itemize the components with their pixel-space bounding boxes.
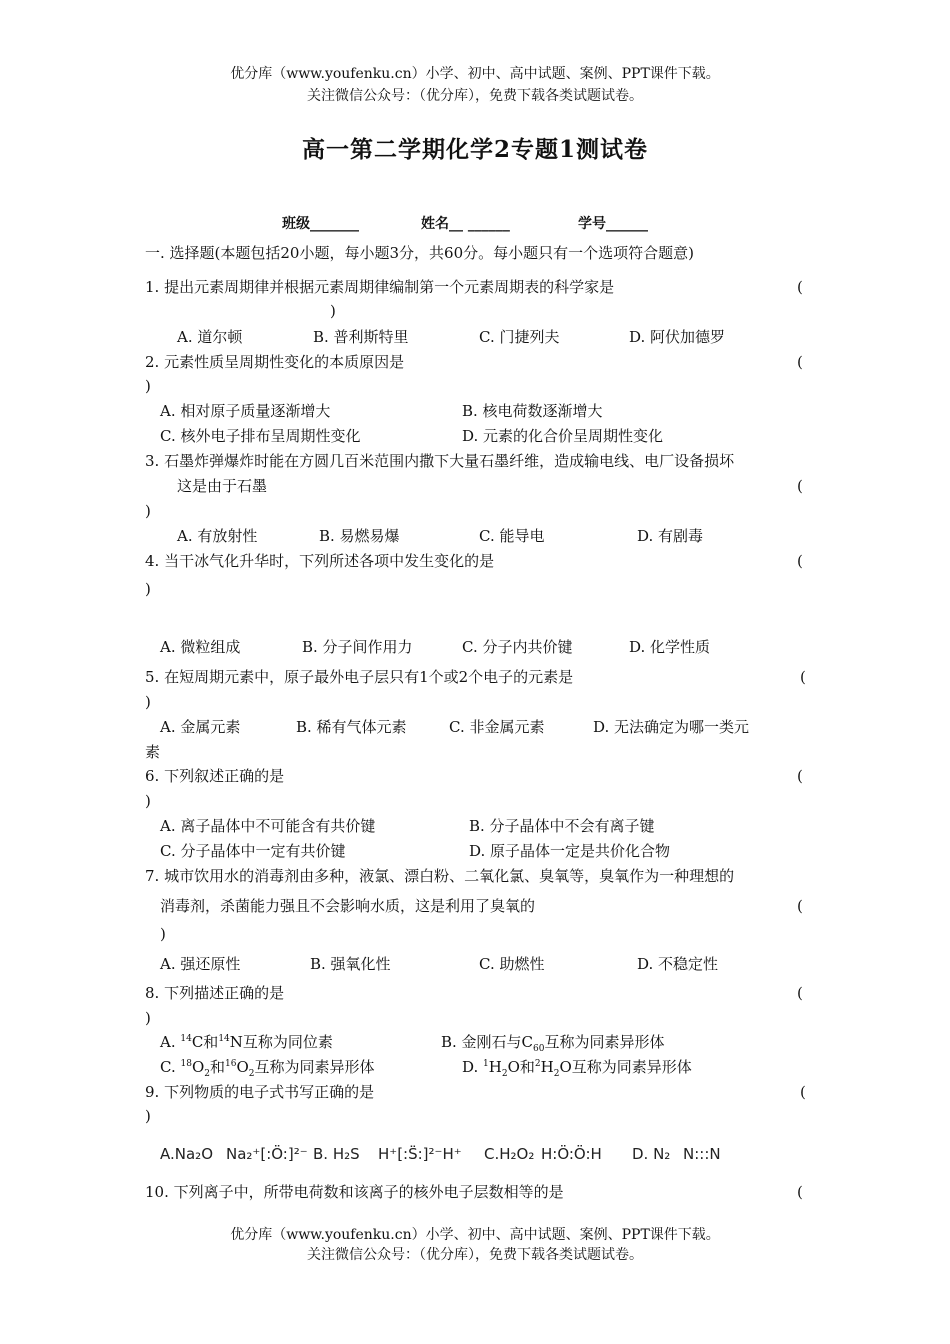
q9-formula-d-label: D. N₂ (632, 1145, 671, 1163)
question-9-stem: 9. 下列物质的电子式书写正确的是 (145, 1083, 375, 1101)
answer-paren-close: ) (330, 302, 336, 320)
question-3-stem-line-2: 这是由于石墨 (177, 477, 268, 495)
answer-paren-open: ( (797, 477, 803, 495)
q2-option-b: B. 核电荷数逐渐增大 (462, 402, 603, 420)
question-4-stem: 4. 当干冰气化升华时，下列所述各项中发生变化的是 (145, 552, 495, 570)
q8-option-b (441, 1033, 665, 1055)
element-text: C和 (191, 1033, 219, 1051)
page-title: 高一第二学期化学2专题1测试卷 (301, 136, 648, 163)
element-text: O (236, 1058, 249, 1076)
q5-option-d: D. 无法确定为哪一类元 (593, 718, 750, 736)
element-text: O (191, 1058, 205, 1076)
q7-option-b: B. 强氧化性 (310, 955, 391, 973)
q9-formula-a-structure: Na₂⁺[:Ö:]²⁻ (226, 1145, 308, 1163)
header-line-2: 关注微信公众号：（优分库），免费下载各类试题试卷。 (307, 88, 643, 104)
q1-option-c: C. 门捷列夫 (479, 328, 560, 346)
element-text: H (540, 1058, 554, 1076)
q6-option-d: D. 原子晶体一定是共价化合物 (469, 842, 671, 860)
q4-option-c: C. 分子内共价键 (462, 638, 573, 656)
mass-number: 2 (534, 1059, 541, 1069)
section-heading: 一. 选择题(本题包括20小题，每小题3分，共60分。每小题只有一个选项符合题意) (145, 244, 694, 262)
footer-line-2: 关注微信公众号：（优分库），免费下载各类试题试卷。 (307, 1247, 643, 1263)
q6-option-b: B. 分子晶体中不会有离子键 (469, 817, 655, 835)
q1-option-b: B. 普利斯特里 (313, 328, 409, 346)
mass-number: 1 (483, 1059, 489, 1069)
class-field: 班级_______ (282, 216, 359, 232)
q6-option-a: A. 离子晶体中不可能含有共价键 (160, 817, 376, 835)
q4-option-b: B. 分子间作用力 (302, 638, 413, 656)
subscript: 60 (533, 1044, 545, 1054)
q3-option-b: B. 易燃易爆 (319, 527, 400, 545)
header-line-1: 优分库（www.youfenku.cn）小学、初中、高中试题、案例、PPT课件下载。 (230, 66, 720, 82)
question-2-stem: 2. 元素性质呈周期性变化的本质原因是 (145, 353, 405, 371)
subscript: 2 (248, 1069, 255, 1079)
question-6-stem: 6. 下列叙述正确的是 (145, 767, 285, 785)
subscript: 2 (204, 1069, 210, 1079)
student-number-field: 学号______ (578, 216, 648, 232)
q4-option-a: A. 微粒组成 (160, 638, 241, 656)
subscript: 2 (553, 1069, 560, 1079)
question-7-stem-line-2: 消毒剂，杀菌能力强且不会影响水质，这是利用了臭氧的 (160, 897, 536, 915)
answer-paren-open: ( (797, 353, 803, 371)
answer-paren-close: ) (145, 1009, 151, 1027)
footer-line-1: 优分库（www.youfenku.cn）小学、初中、高中试题、案例、PPT课件下载。 (230, 1227, 720, 1243)
option-text: 互称为同素异形体 (544, 1033, 665, 1051)
answer-paren-open: ( (797, 1183, 803, 1201)
q9-formula-d-structure: N:::N (683, 1145, 721, 1163)
q5-option-b: B. 稀有气体元素 (296, 718, 407, 736)
q4-option-d: D. 化学性质 (629, 638, 711, 656)
answer-paren-close: ) (145, 693, 151, 711)
answer-paren-close: ) (145, 502, 151, 520)
element-text: N互称为同位素 (229, 1033, 333, 1051)
q8-option-c (160, 1058, 375, 1080)
subscript: 2 (501, 1069, 508, 1079)
q6-option-c: C. 分子晶体中一定有共价键 (160, 842, 346, 860)
q2-option-d: D. 元素的化合价呈周期性变化 (462, 427, 664, 445)
mass-number: 18 (180, 1059, 192, 1069)
q9-formula-a-label: A.Na₂O (160, 1145, 213, 1163)
q9-formula-c-structure: H:Ö:Ö:H (541, 1145, 602, 1163)
answer-paren-close: ) (145, 792, 151, 810)
question-1-stem: 1. 提出元素周期律并根据元素周期律编制第一个元素周期表的科学家是 (145, 278, 615, 296)
q7-option-c: C. 助燃性 (479, 955, 545, 973)
q5-option-a: A. 金属元素 (160, 718, 241, 736)
answer-paren-close: ) (145, 580, 151, 598)
q8-option-a (160, 1033, 333, 1051)
q9-formula-b-label: B. H₂S (313, 1145, 360, 1163)
question-5-stem: 5. 在短周期元素中，原子最外电子层只有1个或2个电子的元素是 (145, 668, 574, 686)
answer-paren-close: ) (145, 377, 151, 395)
q7-option-d: D. 不稳定性 (637, 955, 719, 973)
answer-paren-open: ( (797, 897, 803, 915)
question-7-stem-line-1: 7. 城市饮用水的消毒剂由多种，液氯、漂白粉、二氧化氯、臭氧等，臭氧作为一种理想的 (145, 867, 735, 885)
element-text: H (488, 1058, 502, 1076)
q2-option-a: A. 相对原子质量逐渐增大 (160, 402, 331, 420)
question-8-stem: 8. 下列描述正确的是 (145, 984, 285, 1002)
mass-number: 16 (225, 1059, 237, 1069)
q3-option-a: A. 有放射性 (177, 527, 258, 545)
option-label: D. (462, 1058, 484, 1076)
q9-formula-b-structure: H⁺[:S̈:]²⁻H⁺ (378, 1145, 462, 1163)
q3-option-c: C. 能导电 (479, 527, 545, 545)
q7-option-a: A. 强还原性 (160, 955, 241, 973)
option-label: C. (160, 1058, 181, 1076)
option-text: O互称为同素异形体 (559, 1058, 692, 1076)
option-text: B. 金刚石与C (441, 1033, 534, 1051)
q3-option-d: D. 有剧毒 (637, 527, 704, 545)
answer-paren-open: ( (800, 1083, 806, 1101)
q5-option-c: C. 非金属元素 (449, 718, 545, 736)
answer-paren-open: ( (797, 984, 803, 1002)
option-label: A. (160, 1033, 181, 1051)
name-field: 姓名__ ______ (421, 216, 510, 232)
q8-option-d (462, 1058, 692, 1080)
option-text: 互称为同素异形体 (254, 1058, 375, 1076)
answer-paren-open: ( (797, 767, 803, 785)
answer-paren-open: ( (797, 278, 803, 296)
answer-paren-close: ) (160, 925, 166, 943)
q9-formula-c-label: C.H₂O₂ (484, 1145, 535, 1163)
q1-option-a: A. 道尔顿 (177, 328, 243, 346)
question-3-stem-line-1: 3. 石墨炸弹爆炸时能在方圆几百米范围内撒下大量石墨纤维，造成输电线、电厂设备损坏 (145, 452, 735, 470)
mass-number: 14 (218, 1034, 230, 1044)
element-text: O和 (507, 1058, 535, 1076)
mass-number: 14 (180, 1034, 192, 1044)
q2-option-c: C. 核外电子排布呈周期性变化 (160, 427, 361, 445)
option-text: 和 (209, 1058, 225, 1076)
q5-option-d-wrap: 素 (145, 743, 161, 761)
question-10-stem: 10. 下列离子中，所带电荷数和该离子的核外电子层数相等的是 (145, 1183, 564, 1201)
answer-paren-open: ( (800, 668, 806, 686)
answer-paren-open: ( (797, 552, 803, 570)
q1-option-d: D. 阿伏加德罗 (629, 328, 726, 346)
answer-paren-close: ) (145, 1107, 151, 1125)
